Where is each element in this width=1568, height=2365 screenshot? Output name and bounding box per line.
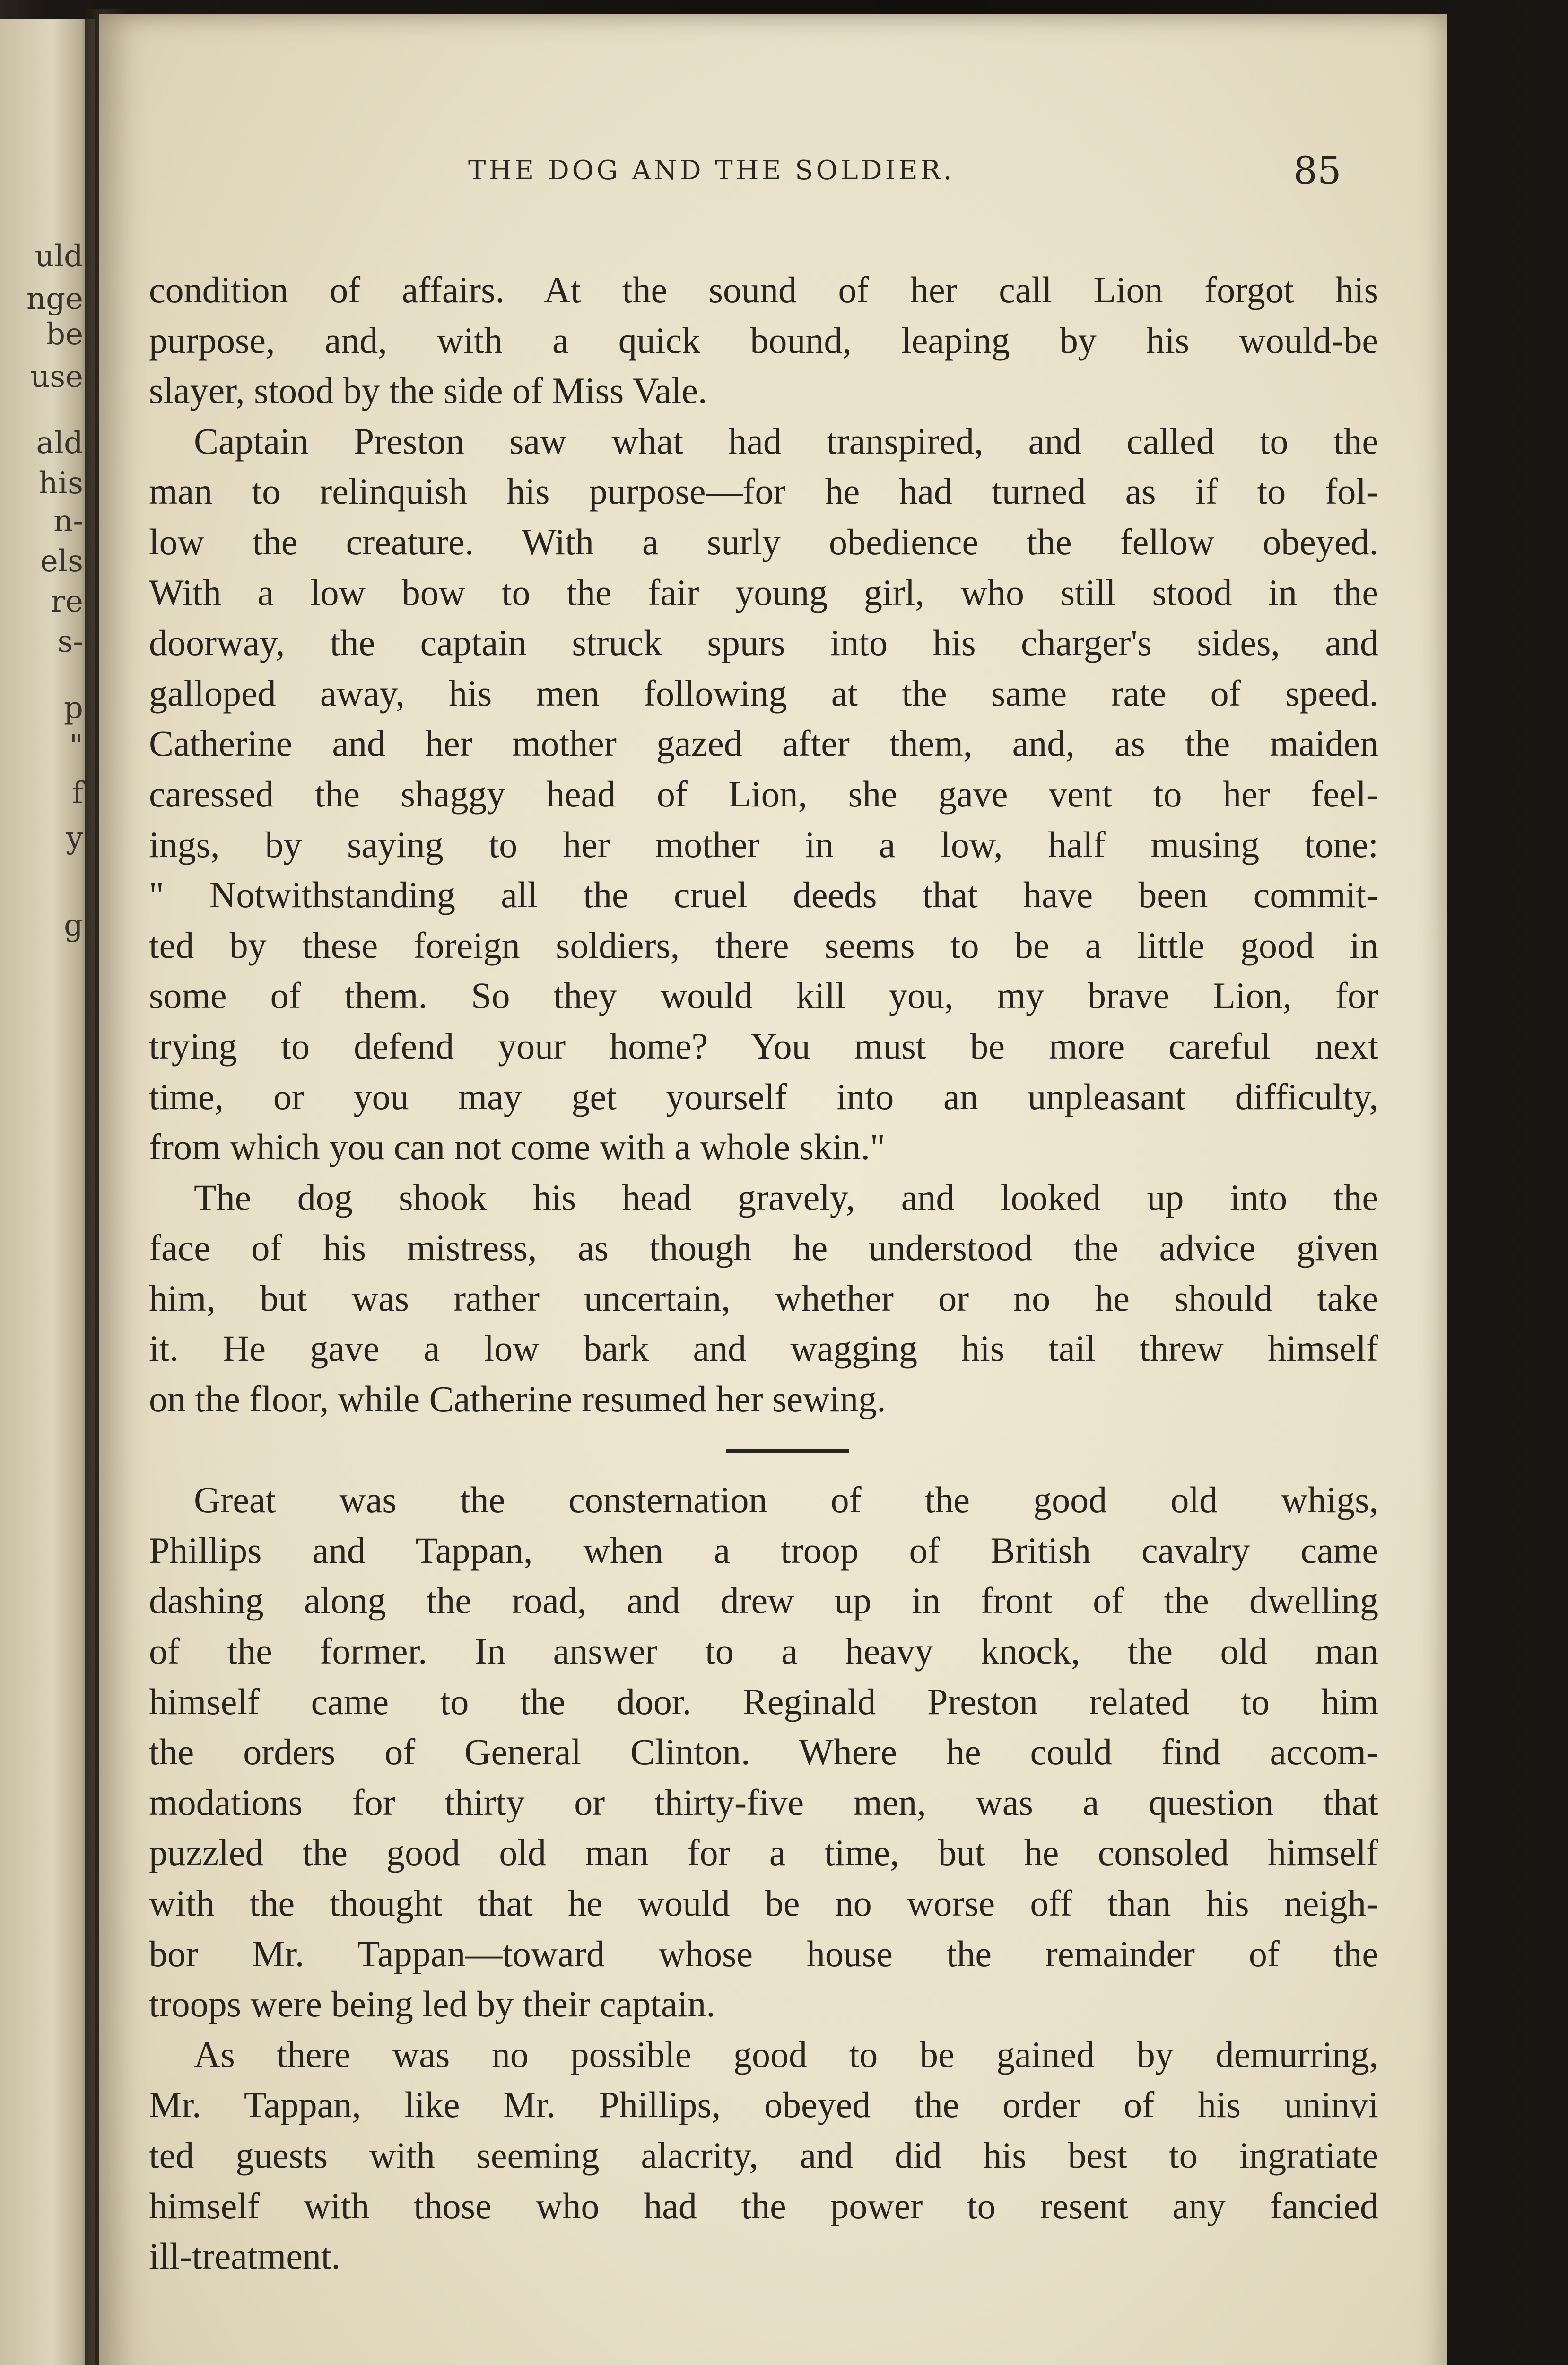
facing-page-fragment: els (40, 544, 83, 579)
text-line: slayer, stood by the side of Miss Vale. (149, 370, 707, 412)
facing-page-fragment: re (51, 584, 83, 619)
text-line: it. He gave a low bark and wagging his tail threw himself (149, 1328, 1378, 1369)
text-line: ted guests with seeming alacrity, and did his best to ingratiate (149, 2134, 1378, 2176)
text-line: trying to defend your home? You must be more careful next (149, 1025, 1378, 1067)
text-line: ted by these foreign soldiers, there seems to be a little good in (149, 924, 1378, 966)
text-line: condition of affairs. At the sound of her call Lion forgot his (149, 269, 1378, 310)
text-line: him, but was rather uncertain, whether or no he should take (149, 1277, 1378, 1319)
text-line: face of his mistress, as though he understood the advice given (149, 1227, 1378, 1269)
text-line: doorway, the captain struck spurs into his charger's sides, and (149, 622, 1378, 664)
text-line: of the former. In answer to a heavy knock, the old man (149, 1630, 1378, 1672)
text-line: man to relinquish his purpose—for he had turned as if to fol- (149, 471, 1378, 512)
facing-page-fragment: g (64, 908, 83, 943)
text-line: the orders of General Clinton. Where he could find accom- (149, 1731, 1378, 1773)
facing-page-fragment: s- (57, 624, 83, 659)
page-number: 85 (1293, 149, 1342, 193)
text-line: caressed the shaggy head of Lion, she gave vent to her feel- (149, 773, 1378, 815)
divider-rule (726, 1449, 849, 1453)
text-line: himself with those who had the power to resent any fancied (149, 2185, 1378, 2226)
text-line: dashing along the road, and drew up in front of the dwelling (149, 1580, 1378, 1621)
facing-page-fragment: p (64, 691, 83, 726)
text-line: from which you can not come with a whole skin." (149, 1126, 885, 1168)
facing-page-fragment: f (72, 776, 83, 811)
text-section-before-rule (149, 265, 1378, 1425)
text-line: bor Mr. Tappan—toward whose house the remainder of the (149, 1933, 1378, 1974)
text-line: time, or you may get yourself into an unpleasant difficulty, (149, 1076, 1378, 1117)
text-line: As there was no possible good to be gained by demurring, (194, 2033, 1378, 2075)
facing-page-fragment: nge (26, 281, 83, 316)
text-line: puzzled the good old man for a time, but he consoled himself (149, 1832, 1378, 1874)
facing-page-fragment: y (66, 821, 83, 856)
text-line: Catherine and her mother gazed after them, and, as the maiden (149, 723, 1378, 764)
book-page (99, 14, 1447, 2365)
facing-page-fragment: be (46, 317, 83, 352)
text-line: low the creature. With a surly obedience the fellow obeyed. (149, 521, 1378, 562)
text-line: Phillips and Tappan, when a troop of British cavalry came (149, 1529, 1378, 1571)
section-divider (149, 1425, 1378, 1475)
text-line: " Notwithstanding all the cruel deeds that have been commit- (149, 874, 1378, 916)
running-title: THE DOG AND THE SOLDIER. (468, 155, 955, 186)
text-line: galloped away, his men following at the same rate of speed. (149, 672, 1378, 714)
text-line: on the floor, while Catherine resumed her sewing. (149, 1378, 886, 1420)
text-line: With a low bow to the fair young girl, who still stood in the (149, 571, 1378, 613)
text-line: himself came to the door. Reginald Preston related to him (149, 1681, 1378, 1722)
facing-page-fragment: his (38, 466, 83, 501)
text-line: The dog shook his head gravely, and looked up into the (194, 1176, 1378, 1218)
text-line: Mr. Tappan, like Mr. Phillips, obeyed the order of his uninvi (149, 2084, 1378, 2126)
facing-page-fragment: n- (53, 504, 83, 539)
text-line: ings, by saying to her mother in a low, half musing tone: (149, 823, 1378, 865)
body-text (149, 265, 1378, 2282)
text-line: modations for thirty or thirty-five men, was a question that (149, 1781, 1378, 1823)
text-line: Captain Preston saw what had transpired, and called to the (194, 420, 1378, 462)
facing-page-fragment: ald (36, 426, 83, 461)
text-line: with the thought that he would be no worse off than his neigh- (149, 1883, 1378, 1924)
text-section-after-rule (149, 1475, 1378, 2282)
text-line: troops were being led by their captain. (149, 1983, 715, 2025)
text-line: Great was the consternation of the good old whigs, (194, 1479, 1378, 1521)
text-line: purpose, and, with a quick bound, leaping by his would-be (149, 319, 1378, 361)
facing-page-fragment: use (30, 359, 83, 394)
facing-page-edge (0, 19, 95, 2365)
text-line: some of them. So they would kill you, my brave Lion, for (149, 975, 1378, 1016)
facing-page-fragment: uld (35, 239, 83, 274)
text-line: ill-treatment. (149, 2235, 341, 2277)
facing-page-fragment: " (69, 728, 83, 763)
